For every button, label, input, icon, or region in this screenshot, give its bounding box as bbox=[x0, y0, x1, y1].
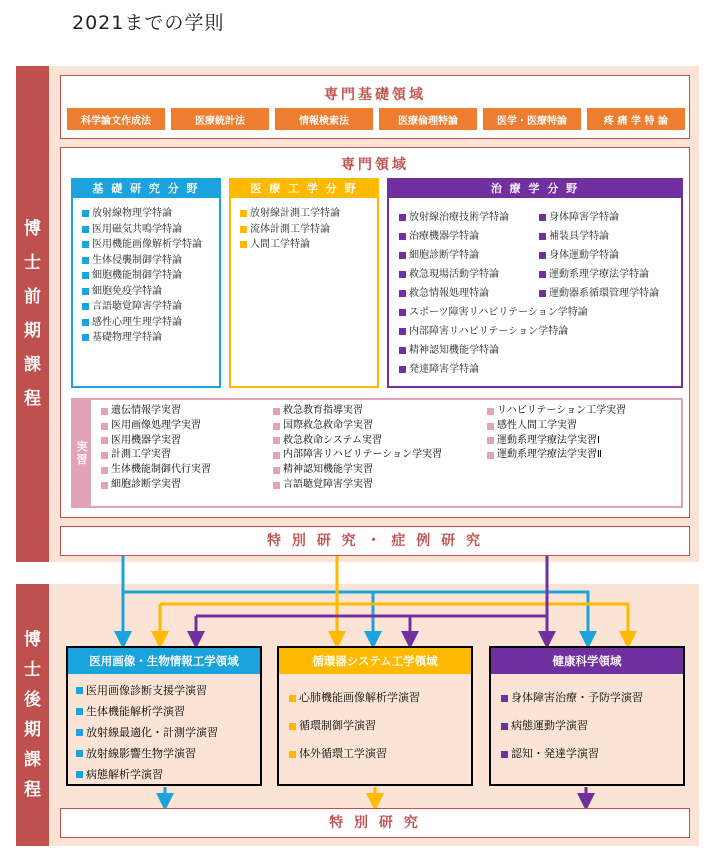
bullet-square-icon bbox=[76, 771, 83, 778]
side-char: 課 bbox=[24, 355, 41, 375]
bullet-square-icon bbox=[501, 695, 508, 702]
list-item: 医用画像診断支援学演習 bbox=[76, 680, 260, 701]
list-item: 救急現場活動学特論 bbox=[399, 265, 509, 284]
side-char: 後 bbox=[24, 690, 41, 710]
practicum-label: 実 習 bbox=[73, 400, 91, 506]
list-item: 流体計測工学特論 bbox=[240, 222, 377, 238]
medical-engineering-title: 医 療 工 学 分 野 bbox=[231, 180, 377, 198]
list-item: 放射線影響生物学演習 bbox=[76, 743, 260, 764]
foundation-course: 医療倫理特論 bbox=[379, 108, 477, 130]
list-item: 基礎物理学特論 bbox=[82, 330, 219, 346]
list-item: 運動系理学療法学実習Ⅱ bbox=[487, 448, 626, 463]
list-item: 身体障害学特論 bbox=[539, 208, 659, 227]
list-item: 生体機能解析学演習 bbox=[76, 701, 260, 722]
imaging-field-title: 医用画像・生物情報工学領域 bbox=[68, 648, 260, 674]
side-char: 期 bbox=[24, 720, 41, 740]
list-item: 精神認知機能学実習 bbox=[273, 463, 442, 478]
list-item: 病態運動学演習 bbox=[501, 712, 683, 740]
list-item: 医用画像処理学実習 bbox=[101, 419, 211, 434]
list-item: 医用機器学実習 bbox=[101, 434, 211, 449]
foundation-title: 専門基礎領域 bbox=[324, 87, 426, 103]
side-char: 士 bbox=[24, 253, 41, 273]
list-item: 細胞診断学実習 bbox=[101, 478, 211, 493]
list-item: 認知・発達学演習 bbox=[501, 740, 683, 768]
list-item: 精神認知機能学特論 bbox=[399, 341, 588, 360]
list-item: 遺伝情報学実習 bbox=[101, 404, 211, 419]
side-char: 期 bbox=[24, 321, 41, 341]
list-item: 医用磁気共鳴学特論 bbox=[82, 222, 219, 238]
bullet-square-icon bbox=[76, 750, 83, 757]
bullet-square-icon bbox=[76, 729, 83, 736]
list-item: 運動系理学療法学実習Ⅰ bbox=[487, 434, 626, 449]
list-item: 運動系理学療法学特論 bbox=[539, 265, 659, 284]
foundation-course: 情報検索法 bbox=[275, 108, 373, 130]
list-item: リハビリテーション工学実習 bbox=[487, 404, 626, 419]
page-title: 2021までの学則 bbox=[72, 12, 225, 34]
list-item: 救急情報処理特論 bbox=[399, 284, 509, 303]
list-item: 感性人間工学実習 bbox=[487, 419, 626, 434]
list-item: 人間工学特論 bbox=[240, 237, 377, 253]
bullet-square-icon bbox=[501, 751, 508, 758]
imaging-field bbox=[66, 646, 262, 786]
bullet-square-icon bbox=[289, 751, 296, 758]
list-item: 言語聴覚障害学実習 bbox=[273, 478, 442, 493]
list-item: 放射線計測工学特論 bbox=[240, 206, 377, 222]
foundation-course: 医学・医療特論 bbox=[483, 108, 581, 130]
list-item: 身体運動学特論 bbox=[539, 246, 659, 265]
circulatory-field-title: 循環器システム工学領域 bbox=[279, 648, 471, 674]
list-item: 内部障害リハビリテーション学特論 bbox=[399, 322, 588, 341]
specialty-title: 専門領域 bbox=[341, 157, 409, 173]
basic-research-title: 基 礎 研 究 分 野 bbox=[73, 180, 219, 198]
list-item: 循環制御学演習 bbox=[289, 712, 471, 740]
list-item: 細胞機能制御学特論 bbox=[82, 268, 219, 284]
bullet-square-icon bbox=[289, 695, 296, 702]
list-item: 感性心理生理学特論 bbox=[82, 315, 219, 331]
circulatory-field bbox=[277, 646, 473, 786]
list-item: 計測工学実習 bbox=[101, 448, 211, 463]
side-char: 課 bbox=[24, 750, 41, 770]
side-char: 程 bbox=[24, 780, 41, 800]
list-item: 治療機器学特論 bbox=[399, 227, 509, 246]
list-item: 医用機能画像解析学特論 bbox=[82, 237, 219, 253]
list-item: 放射線最適化・計測学演習 bbox=[76, 722, 260, 743]
list-item: 内部障害リハビリテーション学実習 bbox=[273, 448, 442, 463]
list-item: 放射線物理学特論 bbox=[82, 206, 219, 222]
list-item: 細胞免疫学特論 bbox=[82, 284, 219, 300]
side-char: 程 bbox=[24, 389, 41, 409]
list-item: 生体侵襲制御学特論 bbox=[82, 253, 219, 269]
list-item: 体外循環工学演習 bbox=[289, 740, 471, 768]
side-char: 博 bbox=[24, 219, 41, 239]
list-item: 補装具学特論 bbox=[539, 227, 659, 246]
bullet-square-icon bbox=[289, 723, 296, 730]
foundation-course: 医療統計法 bbox=[171, 108, 269, 130]
health-field bbox=[489, 646, 685, 786]
health-field-title: 健康科学領域 bbox=[491, 648, 683, 674]
list-item: 放射線治療技術学特論 bbox=[399, 208, 509, 227]
list-item: 言語聴覚障害学特論 bbox=[82, 299, 219, 315]
therapy-title: 治 療 学 分 野 bbox=[389, 180, 681, 198]
list-item: 救急教育指導実習 bbox=[273, 404, 442, 419]
list-item: 運動器系循環管理学特論 bbox=[539, 284, 659, 303]
special-research-case-study: 特 別 研 究 ・ 症 例 研 究 bbox=[60, 526, 690, 556]
special-research: 特 別 研 究 bbox=[60, 808, 690, 838]
bullet-square-icon bbox=[76, 708, 83, 715]
foundation-course: 科学論文作成法 bbox=[67, 108, 165, 130]
side-char: 士 bbox=[24, 660, 41, 680]
list-item: 生体機能制御代行実習 bbox=[101, 463, 211, 478]
list-item: 救急救命システム実習 bbox=[273, 434, 442, 449]
bullet-square-icon bbox=[76, 687, 83, 694]
side-char: 博 bbox=[24, 630, 41, 650]
list-item: 発達障害学特論 bbox=[399, 360, 588, 379]
list-item: 細胞診断学特論 bbox=[399, 246, 509, 265]
bullet-square-icon bbox=[501, 723, 508, 730]
list-item: 身体障害治療・予防学演習 bbox=[501, 684, 683, 712]
list-item: 国際救急救命学実習 bbox=[273, 419, 442, 434]
foundation-course: 疼 痛 学 特 論 bbox=[587, 108, 685, 130]
list-item: 病態解析学演習 bbox=[76, 764, 260, 785]
list-item: スポーツ障害リハビリテーション学特論 bbox=[399, 303, 588, 322]
side-char: 前 bbox=[24, 287, 41, 307]
list-item: 心肺機能画像解析学演習 bbox=[289, 684, 471, 712]
